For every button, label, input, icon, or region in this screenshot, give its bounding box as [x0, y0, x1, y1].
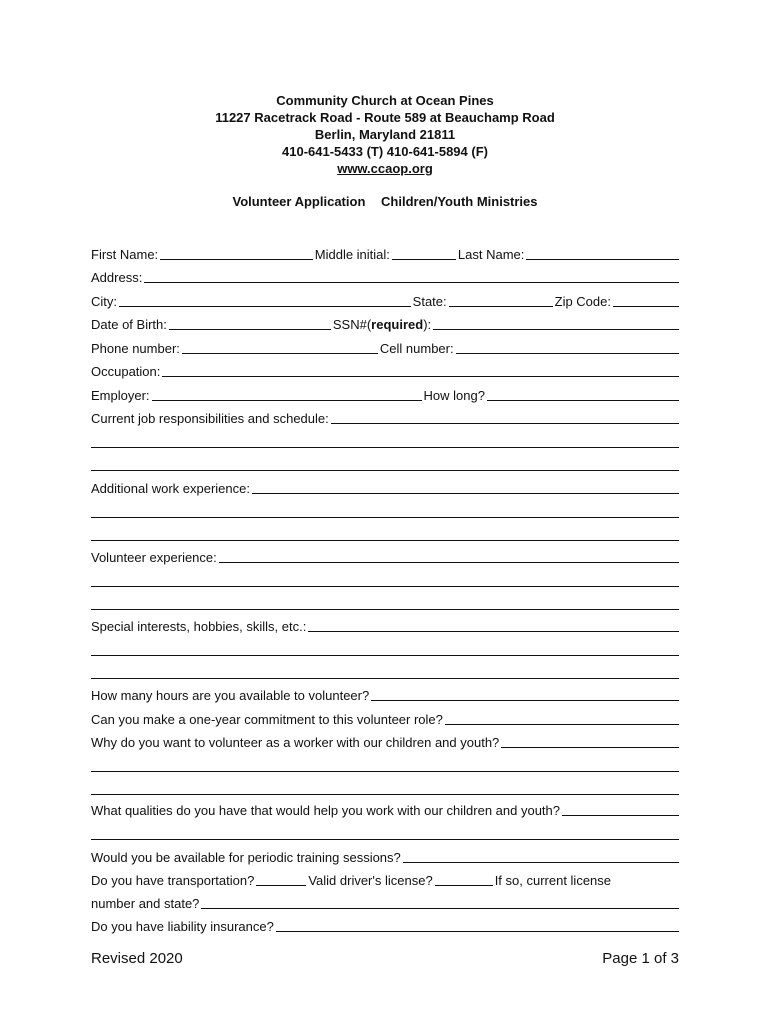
add-work-field-3[interactable] — [91, 540, 679, 541]
occupation-label: Occupation: — [91, 364, 161, 379]
name-row — [91, 239, 679, 262]
interests-line-3 — [91, 658, 679, 681]
occupation-field[interactable] — [162, 376, 679, 377]
add-work-line-3 — [91, 520, 679, 543]
qualities-label: What qualities do you have that would help you work with our children and youth? — [91, 803, 561, 818]
add-work-field[interactable] — [252, 493, 679, 494]
transport-label: Do you have transportation? — [91, 873, 255, 888]
state-field[interactable] — [449, 306, 553, 307]
why-field[interactable] — [501, 747, 679, 748]
city-row — [91, 286, 679, 309]
last-name-label: Last Name: — [457, 247, 525, 262]
dob-row — [91, 309, 679, 332]
cell-field[interactable] — [456, 353, 679, 354]
qualities-row — [91, 795, 679, 818]
insurance-label: Do you have liability insurance? — [91, 919, 274, 934]
transport-row — [91, 865, 679, 888]
interests-field[interactable] — [308, 631, 679, 632]
ssn-required-label: required — [371, 317, 424, 332]
transport-field[interactable] — [256, 885, 306, 886]
ssn-label-prefix: SSN#( — [332, 317, 372, 332]
number-state-label: number and state? — [91, 896, 200, 911]
dob-label: Date of Birth: — [91, 317, 167, 332]
interests-label: Special interests, hobbies, skills, etc.: — [91, 619, 307, 634]
vol-exp-field[interactable] — [219, 562, 679, 563]
phone-field[interactable] — [182, 353, 378, 354]
phone-label: Phone number: — [91, 341, 180, 356]
number-state-field[interactable] — [201, 908, 679, 909]
commitment-row — [91, 704, 679, 727]
vol-exp-label: Volunteer experience: — [91, 550, 217, 565]
form-title-text: Volunteer Application — [232, 194, 366, 209]
add-work-line-2 — [91, 497, 679, 520]
ssn-label — [333, 317, 431, 332]
insurance-field[interactable] — [276, 931, 679, 932]
license-current-label: If so, current license — [494, 873, 612, 888]
vol-exp-field-3[interactable] — [91, 609, 679, 610]
training-label: Would you be available for periodic training sessions? — [91, 850, 401, 865]
job-resp-field-2[interactable] — [91, 447, 679, 448]
cell-label: Cell number: — [379, 341, 454, 356]
city-field[interactable] — [119, 306, 411, 307]
number-state-row — [91, 888, 679, 911]
insurance-row — [91, 911, 679, 934]
middle-initial-field[interactable] — [392, 259, 456, 260]
church-city: Berlin, Maryland 21811 — [314, 127, 456, 142]
vol-exp-row — [91, 542, 679, 565]
phone-row — [91, 333, 679, 356]
interests-field-2[interactable] — [91, 655, 679, 656]
interests-line-2 — [91, 635, 679, 658]
address-row — [91, 262, 679, 285]
revised-note: Revised 2020 — [91, 950, 183, 967]
vol-exp-field-2[interactable] — [91, 586, 679, 587]
occupation-row — [91, 356, 679, 379]
how-long-label: How long? — [423, 388, 485, 403]
license-label: Valid driver's license? — [308, 873, 433, 888]
why-field-2[interactable] — [91, 771, 679, 772]
job-resp-line-2 — [91, 427, 679, 450]
hours-label: How many hours are you available to volunteer? — [91, 688, 370, 703]
hours-row — [91, 680, 679, 703]
employer-field[interactable] — [152, 400, 422, 401]
job-resp-field[interactable] — [331, 423, 679, 424]
church-phone: 410-641-5433 (T) 410-641-5894 (F) — [282, 144, 488, 159]
qualities-line-2 — [91, 819, 679, 842]
why-line-2 — [91, 751, 679, 774]
address-field[interactable] — [144, 282, 679, 283]
ssn-label-suffix: ): — [423, 317, 432, 332]
employer-label: Employer: — [91, 388, 150, 403]
vol-exp-line-2 — [91, 566, 679, 589]
add-work-row — [91, 473, 679, 496]
last-name-field[interactable] — [526, 259, 679, 260]
form-title — [0, 194, 770, 209]
church-address: 11227 Racetrack Road - Route 589 at Beauchamp Road — [215, 110, 555, 125]
church-website-link[interactable]: www.ccaop.org — [337, 161, 433, 176]
training-row — [91, 842, 679, 865]
employer-row — [91, 380, 679, 403]
state-label: State: — [412, 294, 447, 309]
church-name: Community Church at Ocean Pines — [276, 93, 494, 108]
qualities-field-2[interactable] — [91, 839, 679, 840]
hours-field[interactable] — [371, 700, 679, 701]
zip-label: Zip Code: — [554, 294, 611, 309]
qualities-field[interactable] — [562, 815, 679, 816]
commitment-label: Can you make a one-year commitment to this volunteer role? — [91, 712, 443, 727]
interests-field-3[interactable] — [91, 678, 679, 679]
job-resp-field-3[interactable] — [91, 470, 679, 471]
why-label: Why do you want to volunteer as a worker with our children and youth? — [91, 735, 500, 750]
vol-exp-line-3 — [91, 589, 679, 612]
page-number: Page 1 of 3 — [602, 950, 679, 967]
how-long-field[interactable] — [487, 400, 679, 401]
add-work-label: Additional work experience: — [91, 481, 250, 496]
job-resp-label: Current job responsibilities and schedule: — [91, 411, 329, 426]
ministry-name: Children/Youth Ministries — [381, 194, 538, 209]
why-line-3 — [91, 774, 679, 797]
commitment-field[interactable] — [445, 724, 679, 725]
city-label: City: — [91, 294, 117, 309]
add-work-field-2[interactable] — [91, 517, 679, 518]
why-row — [91, 727, 679, 750]
address-label: Address: — [91, 270, 143, 285]
job-resp-row — [91, 403, 679, 426]
training-field[interactable] — [403, 862, 679, 863]
interests-row — [91, 611, 679, 634]
first-name-field[interactable] — [160, 259, 313, 260]
church-header — [0, 92, 770, 177]
middle-initial-label: Middle initial: — [314, 247, 390, 262]
license-field[interactable] — [435, 885, 493, 886]
zip-field[interactable] — [613, 306, 679, 307]
dob-field[interactable] — [169, 329, 331, 330]
ssn-field[interactable] — [433, 329, 679, 330]
job-resp-line-3 — [91, 450, 679, 473]
first-name-label: First Name: — [91, 247, 159, 262]
